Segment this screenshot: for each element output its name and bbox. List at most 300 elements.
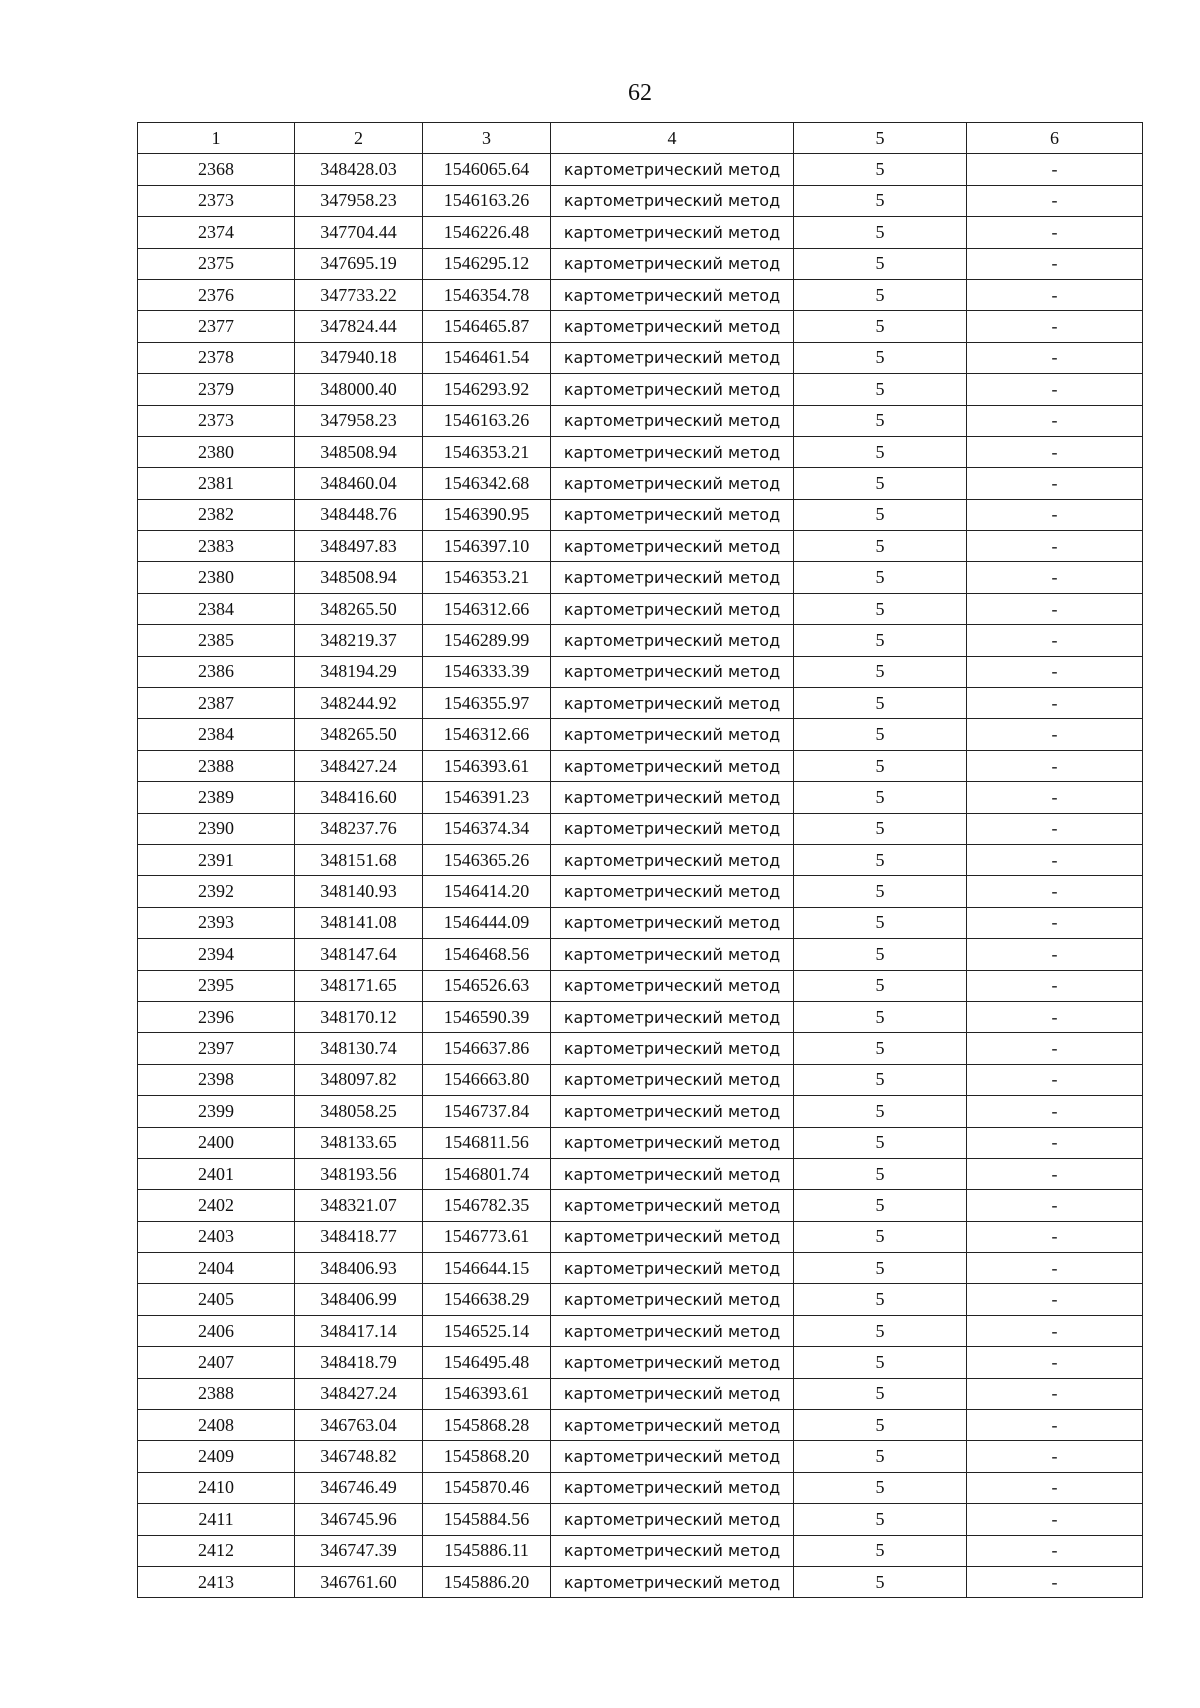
note-cell: -: [967, 1033, 1143, 1064]
point-number-cell: 2380: [138, 436, 295, 467]
point-number-cell: 2383: [138, 531, 295, 562]
y-coordinate-cell: 1546312.66: [423, 593, 551, 624]
table-row: [138, 656, 1143, 687]
method-cell: картометрический метод: [551, 374, 794, 405]
note-cell: -: [967, 939, 1143, 970]
note-cell: -: [967, 1441, 1143, 1472]
coordinates-table: [137, 122, 1143, 1598]
method-cell: картометрический метод: [551, 1253, 794, 1284]
point-number-cell: 2381: [138, 468, 295, 499]
table-row: [138, 1253, 1143, 1284]
note-cell: -: [967, 185, 1143, 216]
x-coordinate-cell: 348170.12: [295, 1001, 423, 1032]
table-row: [138, 436, 1143, 467]
note-cell: -: [967, 750, 1143, 781]
point-number-cell: 2403: [138, 1221, 295, 1252]
accuracy-cell: 5: [794, 970, 967, 1001]
method-cell: картометрический метод: [551, 1096, 794, 1127]
method-cell: картометрический метод: [551, 311, 794, 342]
method-cell: картометрический метод: [551, 1221, 794, 1252]
note-cell: -: [967, 217, 1143, 248]
x-coordinate-cell: 347940.18: [295, 342, 423, 373]
method-cell: картометрический метод: [551, 939, 794, 970]
table-row: [138, 499, 1143, 530]
column-header-6: 6: [967, 123, 1143, 154]
method-cell: картометрический метод: [551, 531, 794, 562]
accuracy-cell: 5: [794, 1253, 967, 1284]
x-coordinate-cell: 348097.82: [295, 1064, 423, 1095]
y-coordinate-cell: 1546365.26: [423, 844, 551, 875]
y-coordinate-cell: 1546414.20: [423, 876, 551, 907]
table-row: [138, 468, 1143, 499]
table-row: [138, 813, 1143, 844]
y-coordinate-cell: 1546374.34: [423, 813, 551, 844]
point-number-cell: 2401: [138, 1158, 295, 1189]
note-cell: -: [967, 1127, 1143, 1158]
note-cell: -: [967, 154, 1143, 185]
y-coordinate-cell: 1545884.56: [423, 1504, 551, 1535]
point-number-cell: 2379: [138, 374, 295, 405]
method-cell: картометрический метод: [551, 217, 794, 248]
note-cell: -: [967, 970, 1143, 1001]
note-cell: -: [967, 1253, 1143, 1284]
table-row: [138, 531, 1143, 562]
x-coordinate-cell: 348147.64: [295, 939, 423, 970]
method-cell: картометрический метод: [551, 185, 794, 216]
y-coordinate-cell: 1546293.92: [423, 374, 551, 405]
accuracy-cell: 5: [794, 1127, 967, 1158]
y-coordinate-cell: 1546312.66: [423, 719, 551, 750]
x-coordinate-cell: 347958.23: [295, 405, 423, 436]
accuracy-cell: 5: [794, 719, 967, 750]
table-row: [138, 1535, 1143, 1566]
note-cell: -: [967, 813, 1143, 844]
y-coordinate-cell: 1545868.28: [423, 1410, 551, 1441]
method-cell: картометрический метод: [551, 688, 794, 719]
y-coordinate-cell: 1545886.11: [423, 1535, 551, 1566]
x-coordinate-cell: 348427.24: [295, 750, 423, 781]
y-coordinate-cell: 1546393.61: [423, 750, 551, 781]
y-coordinate-cell: 1546590.39: [423, 1001, 551, 1032]
point-number-cell: 2386: [138, 656, 295, 687]
x-coordinate-cell: 348418.77: [295, 1221, 423, 1252]
x-coordinate-cell: 348194.29: [295, 656, 423, 687]
point-number-cell: 2407: [138, 1347, 295, 1378]
point-number-cell: 2391: [138, 844, 295, 875]
y-coordinate-cell: 1546663.80: [423, 1064, 551, 1095]
point-number-cell: 2405: [138, 1284, 295, 1315]
method-cell: картометрический метод: [551, 342, 794, 373]
x-coordinate-cell: 348460.04: [295, 468, 423, 499]
point-number-cell: 2395: [138, 970, 295, 1001]
y-coordinate-cell: 1545868.20: [423, 1441, 551, 1472]
point-number-cell: 2413: [138, 1566, 295, 1597]
note-cell: -: [967, 248, 1143, 279]
table-row: [138, 970, 1143, 1001]
point-number-cell: 2397: [138, 1033, 295, 1064]
note-cell: -: [967, 1221, 1143, 1252]
table-row: [138, 342, 1143, 373]
x-coordinate-cell: 347695.19: [295, 248, 423, 279]
point-number-cell: 2375: [138, 248, 295, 279]
accuracy-cell: 5: [794, 531, 967, 562]
table-row: [138, 844, 1143, 875]
method-cell: картометрический метод: [551, 1347, 794, 1378]
x-coordinate-cell: 348058.25: [295, 1096, 423, 1127]
point-number-cell: 2388: [138, 750, 295, 781]
method-cell: картометрический метод: [551, 593, 794, 624]
method-cell: картометрический метод: [551, 279, 794, 310]
y-coordinate-cell: 1546353.21: [423, 436, 551, 467]
method-cell: картометрический метод: [551, 1127, 794, 1158]
method-cell: картометрический метод: [551, 876, 794, 907]
column-header-2: 2: [295, 123, 423, 154]
x-coordinate-cell: 348508.94: [295, 436, 423, 467]
note-cell: -: [967, 1096, 1143, 1127]
table-row: [138, 719, 1143, 750]
y-coordinate-cell: 1546444.09: [423, 907, 551, 938]
accuracy-cell: 5: [794, 562, 967, 593]
table-row: [138, 688, 1143, 719]
point-number-cell: 2410: [138, 1472, 295, 1503]
table-row: [138, 248, 1143, 279]
y-coordinate-cell: 1546333.39: [423, 656, 551, 687]
accuracy-cell: 5: [794, 1472, 967, 1503]
table-row: [138, 1221, 1143, 1252]
note-cell: -: [967, 279, 1143, 310]
table-row: [138, 876, 1143, 907]
column-header-3: 3: [423, 123, 551, 154]
table-row: [138, 1347, 1143, 1378]
accuracy-cell: 5: [794, 1535, 967, 1566]
y-coordinate-cell: 1545886.20: [423, 1566, 551, 1597]
point-number-cell: 2393: [138, 907, 295, 938]
point-number-cell: 2399: [138, 1096, 295, 1127]
table-row: [138, 1158, 1143, 1189]
note-cell: -: [967, 311, 1143, 342]
x-coordinate-cell: 347824.44: [295, 311, 423, 342]
note-cell: -: [967, 844, 1143, 875]
table-row: [138, 405, 1143, 436]
x-coordinate-cell: 348265.50: [295, 719, 423, 750]
method-cell: картометрический метод: [551, 1535, 794, 1566]
accuracy-cell: 5: [794, 217, 967, 248]
y-coordinate-cell: 1546342.68: [423, 468, 551, 499]
method-cell: картометрический метод: [551, 499, 794, 530]
point-number-cell: 2384: [138, 593, 295, 624]
page-number: 62: [628, 80, 652, 106]
accuracy-cell: 5: [794, 248, 967, 279]
table-body: [138, 154, 1143, 1598]
accuracy-cell: 5: [794, 1001, 967, 1032]
y-coordinate-cell: 1546637.86: [423, 1033, 551, 1064]
x-coordinate-cell: 348133.65: [295, 1127, 423, 1158]
point-number-cell: 2374: [138, 217, 295, 248]
y-coordinate-cell: 1546468.56: [423, 939, 551, 970]
point-number-cell: 2406: [138, 1315, 295, 1346]
accuracy-cell: 5: [794, 907, 967, 938]
x-coordinate-cell: 348130.74: [295, 1033, 423, 1064]
x-coordinate-cell: 348193.56: [295, 1158, 423, 1189]
table-row: [138, 311, 1143, 342]
x-coordinate-cell: 348406.99: [295, 1284, 423, 1315]
y-coordinate-cell: 1546525.14: [423, 1315, 551, 1346]
x-coordinate-cell: 348237.76: [295, 813, 423, 844]
table-row: [138, 217, 1143, 248]
y-coordinate-cell: 1546163.26: [423, 405, 551, 436]
y-coordinate-cell: 1546295.12: [423, 248, 551, 279]
accuracy-cell: 5: [794, 405, 967, 436]
table-row: [138, 782, 1143, 813]
table-row: [138, 154, 1143, 185]
x-coordinate-cell: 348427.24: [295, 1378, 423, 1409]
point-number-cell: 2408: [138, 1410, 295, 1441]
table-row: [138, 939, 1143, 970]
table-row: [138, 1566, 1143, 1597]
note-cell: -: [967, 876, 1143, 907]
note-cell: -: [967, 1378, 1143, 1409]
x-coordinate-cell: 348406.93: [295, 1253, 423, 1284]
y-coordinate-cell: 1546353.21: [423, 562, 551, 593]
accuracy-cell: 5: [794, 185, 967, 216]
method-cell: картометрический метод: [551, 1566, 794, 1597]
x-coordinate-cell: 348141.08: [295, 907, 423, 938]
point-number-cell: 2394: [138, 939, 295, 970]
note-cell: -: [967, 688, 1143, 719]
accuracy-cell: 5: [794, 876, 967, 907]
table-row: [138, 750, 1143, 781]
accuracy-cell: 5: [794, 1315, 967, 1346]
y-coordinate-cell: 1546355.97: [423, 688, 551, 719]
method-cell: картометрический метод: [551, 1190, 794, 1221]
table-row: [138, 1001, 1143, 1032]
note-cell: -: [967, 1566, 1143, 1597]
accuracy-cell: 5: [794, 750, 967, 781]
accuracy-cell: 5: [794, 154, 967, 185]
accuracy-cell: 5: [794, 311, 967, 342]
x-coordinate-cell: 347704.44: [295, 217, 423, 248]
accuracy-cell: 5: [794, 1096, 967, 1127]
point-number-cell: 2376: [138, 279, 295, 310]
accuracy-cell: 5: [794, 1441, 967, 1472]
note-cell: -: [967, 531, 1143, 562]
note-cell: -: [967, 1284, 1143, 1315]
point-number-cell: 2378: [138, 342, 295, 373]
point-number-cell: 2368: [138, 154, 295, 185]
method-cell: картометрический метод: [551, 1441, 794, 1472]
point-number-cell: 2380: [138, 562, 295, 593]
note-cell: -: [967, 719, 1143, 750]
point-number-cell: 2411: [138, 1504, 295, 1535]
accuracy-cell: 5: [794, 1504, 967, 1535]
method-cell: картометрический метод: [551, 625, 794, 656]
table-row: [138, 625, 1143, 656]
x-coordinate-cell: 347958.23: [295, 185, 423, 216]
x-coordinate-cell: 348171.65: [295, 970, 423, 1001]
x-coordinate-cell: 348219.37: [295, 625, 423, 656]
accuracy-cell: 5: [794, 1158, 967, 1189]
table-row: [138, 593, 1143, 624]
accuracy-cell: 5: [794, 342, 967, 373]
y-coordinate-cell: 1546773.61: [423, 1221, 551, 1252]
method-cell: картометрический метод: [551, 970, 794, 1001]
table-row: [138, 1284, 1143, 1315]
note-cell: -: [967, 405, 1143, 436]
table-row: [138, 1096, 1143, 1127]
accuracy-cell: 5: [794, 1190, 967, 1221]
accuracy-cell: 5: [794, 782, 967, 813]
y-coordinate-cell: 1545870.46: [423, 1472, 551, 1503]
accuracy-cell: 5: [794, 1410, 967, 1441]
method-cell: картометрический метод: [551, 1410, 794, 1441]
x-coordinate-cell: 346746.49: [295, 1472, 423, 1503]
table-row: [138, 1378, 1143, 1409]
method-cell: картометрический метод: [551, 436, 794, 467]
method-cell: картометрический метод: [551, 656, 794, 687]
x-coordinate-cell: 348448.76: [295, 499, 423, 530]
y-coordinate-cell: 1546163.26: [423, 185, 551, 216]
table-row: [138, 1190, 1143, 1221]
method-cell: картометрический метод: [551, 1504, 794, 1535]
note-cell: -: [967, 1410, 1143, 1441]
point-number-cell: 2412: [138, 1535, 295, 1566]
method-cell: картометрический метод: [551, 1378, 794, 1409]
accuracy-cell: 5: [794, 1566, 967, 1597]
table-row: [138, 1127, 1143, 1158]
method-cell: картометрический метод: [551, 1033, 794, 1064]
point-number-cell: 2377: [138, 311, 295, 342]
accuracy-cell: 5: [794, 1033, 967, 1064]
y-coordinate-cell: 1546461.54: [423, 342, 551, 373]
y-coordinate-cell: 1546526.63: [423, 970, 551, 1001]
point-number-cell: 2373: [138, 405, 295, 436]
accuracy-cell: 5: [794, 813, 967, 844]
note-cell: -: [967, 593, 1143, 624]
method-cell: картометрический метод: [551, 562, 794, 593]
note-cell: -: [967, 562, 1143, 593]
method-cell: картометрический метод: [551, 1064, 794, 1095]
method-cell: картометрический метод: [551, 468, 794, 499]
method-cell: картометрический метод: [551, 907, 794, 938]
method-cell: картометрический метод: [551, 405, 794, 436]
accuracy-cell: 5: [794, 1064, 967, 1095]
accuracy-cell: 5: [794, 688, 967, 719]
x-coordinate-cell: 347733.22: [295, 279, 423, 310]
table-row: [138, 1315, 1143, 1346]
note-cell: -: [967, 907, 1143, 938]
note-cell: -: [967, 1535, 1143, 1566]
point-number-cell: 2396: [138, 1001, 295, 1032]
note-cell: -: [967, 499, 1143, 530]
x-coordinate-cell: 346748.82: [295, 1441, 423, 1472]
table-row: [138, 1472, 1143, 1503]
note-cell: -: [967, 436, 1143, 467]
x-coordinate-cell: 348265.50: [295, 593, 423, 624]
note-cell: -: [967, 1190, 1143, 1221]
accuracy-cell: 5: [794, 436, 967, 467]
method-cell: картометрический метод: [551, 1158, 794, 1189]
x-coordinate-cell: 348000.40: [295, 374, 423, 405]
note-cell: -: [967, 1347, 1143, 1378]
y-coordinate-cell: 1546495.48: [423, 1347, 551, 1378]
note-cell: -: [967, 1064, 1143, 1095]
y-coordinate-cell: 1546465.87: [423, 311, 551, 342]
y-coordinate-cell: 1546644.15: [423, 1253, 551, 1284]
x-coordinate-cell: 348416.60: [295, 782, 423, 813]
method-cell: картометрический метод: [551, 1284, 794, 1315]
method-cell: картометрический метод: [551, 1315, 794, 1346]
x-coordinate-cell: 346763.04: [295, 1410, 423, 1441]
note-cell: -: [967, 1472, 1143, 1503]
point-number-cell: 2387: [138, 688, 295, 719]
table-row: [138, 1033, 1143, 1064]
note-cell: -: [967, 1001, 1143, 1032]
point-number-cell: 2382: [138, 499, 295, 530]
note-cell: -: [967, 782, 1143, 813]
accuracy-cell: 5: [794, 1378, 967, 1409]
point-number-cell: 2390: [138, 813, 295, 844]
accuracy-cell: 5: [794, 656, 967, 687]
table-row: [138, 279, 1143, 310]
y-coordinate-cell: 1546391.23: [423, 782, 551, 813]
accuracy-cell: 5: [794, 499, 967, 530]
note-cell: -: [967, 656, 1143, 687]
point-number-cell: 2400: [138, 1127, 295, 1158]
note-cell: -: [967, 625, 1143, 656]
x-coordinate-cell: 348244.92: [295, 688, 423, 719]
y-coordinate-cell: 1546226.48: [423, 217, 551, 248]
method-cell: картометрический метод: [551, 782, 794, 813]
point-number-cell: 2384: [138, 719, 295, 750]
accuracy-cell: 5: [794, 844, 967, 875]
note-cell: -: [967, 374, 1143, 405]
column-header-1: 1: [138, 123, 295, 154]
y-coordinate-cell: 1546801.74: [423, 1158, 551, 1189]
point-number-cell: 2402: [138, 1190, 295, 1221]
y-coordinate-cell: 1546638.29: [423, 1284, 551, 1315]
point-number-cell: 2398: [138, 1064, 295, 1095]
y-coordinate-cell: 1546811.56: [423, 1127, 551, 1158]
point-number-cell: 2388: [138, 1378, 295, 1409]
accuracy-cell: 5: [794, 1221, 967, 1252]
x-coordinate-cell: 346761.60: [295, 1566, 423, 1597]
accuracy-cell: 5: [794, 1347, 967, 1378]
table-row: [138, 907, 1143, 938]
point-number-cell: 2385: [138, 625, 295, 656]
accuracy-cell: 5: [794, 625, 967, 656]
method-cell: картометрический метод: [551, 844, 794, 875]
x-coordinate-cell: 346747.39: [295, 1535, 423, 1566]
method-cell: картометрический метод: [551, 1001, 794, 1032]
column-header-4: 4: [551, 123, 794, 154]
x-coordinate-cell: 348417.14: [295, 1315, 423, 1346]
note-cell: -: [967, 468, 1143, 499]
x-coordinate-cell: 348151.68: [295, 844, 423, 875]
y-coordinate-cell: 1546393.61: [423, 1378, 551, 1409]
note-cell: -: [967, 1315, 1143, 1346]
column-header-5: 5: [794, 123, 967, 154]
point-number-cell: 2389: [138, 782, 295, 813]
accuracy-cell: 5: [794, 939, 967, 970]
method-cell: картометрический метод: [551, 154, 794, 185]
x-coordinate-cell: 348418.79: [295, 1347, 423, 1378]
x-coordinate-cell: 348428.03: [295, 154, 423, 185]
x-coordinate-cell: 348321.07: [295, 1190, 423, 1221]
table-row: [138, 562, 1143, 593]
accuracy-cell: 5: [794, 468, 967, 499]
x-coordinate-cell: 348140.93: [295, 876, 423, 907]
point-number-cell: 2409: [138, 1441, 295, 1472]
